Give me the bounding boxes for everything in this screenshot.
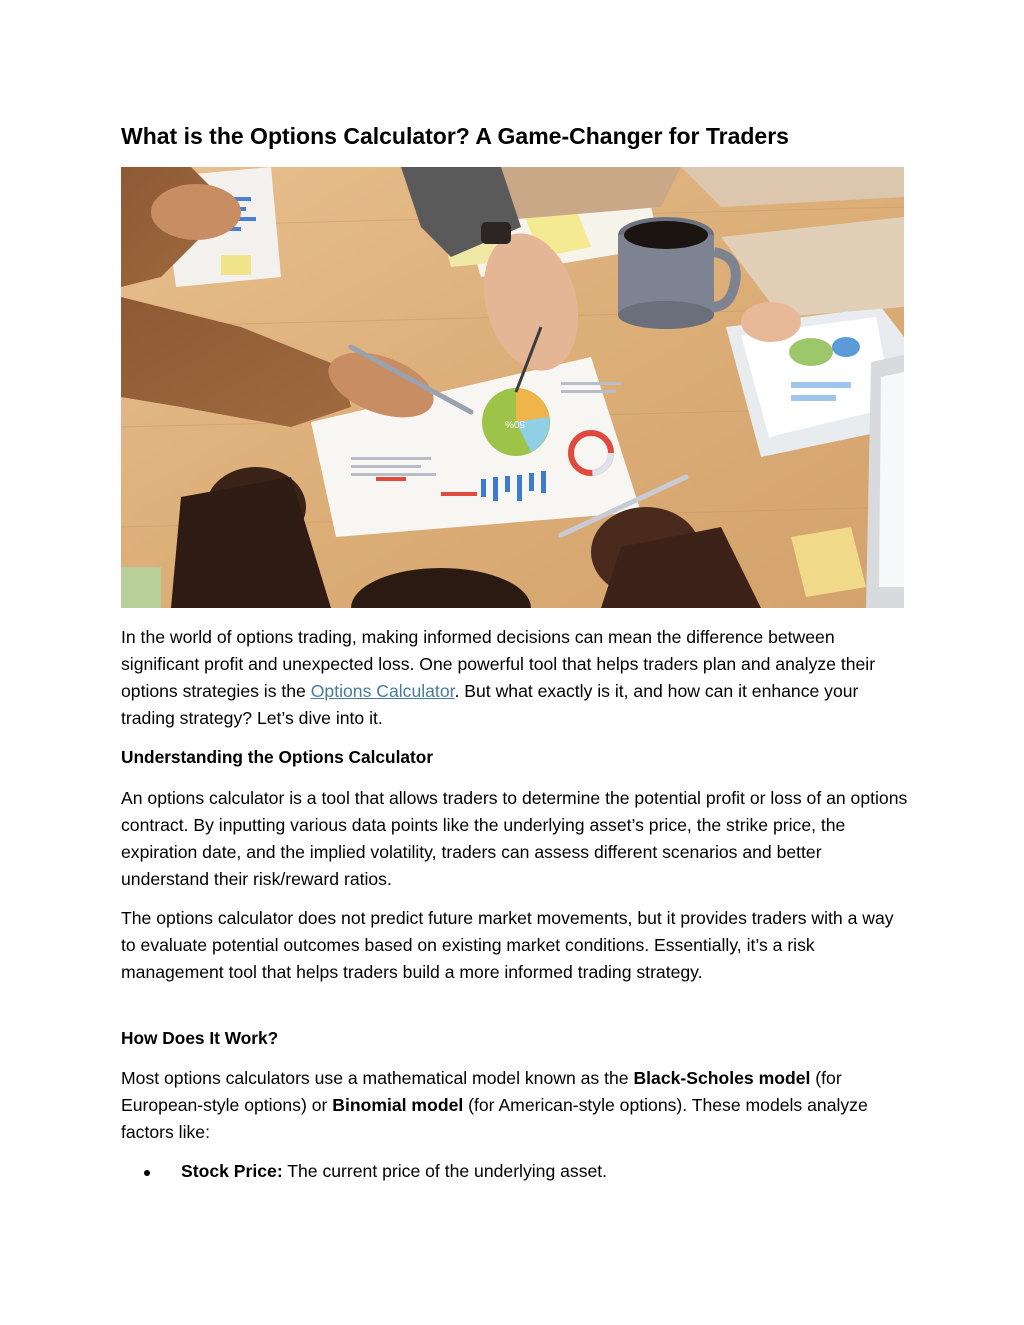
- black-scholes-term: Black-Scholes model: [633, 1068, 811, 1088]
- article-title: What is the Options Calculator? A Game-Changer for Traders: [121, 123, 789, 149]
- intro-text-end: . But what exactly is it, and how can it enhance your trading strategy? Let’s dive into it.: [121, 681, 859, 728]
- header-photo: [121, 167, 904, 608]
- section-heading-how-it-works: How Does It Work?: [121, 1028, 279, 1048]
- models-paragraph: [121, 1065, 911, 1146]
- models-text-1: Most options calculators use a mathematical model known as the: [121, 1068, 634, 1088]
- options-calculator-link[interactable]: Options Calculator: [310, 681, 455, 701]
- factors-list: [121, 1158, 911, 1185]
- intro-paragraph: [121, 624, 911, 732]
- models-text-3: (for American-style options). These models analyze factors like:: [121, 1095, 868, 1142]
- list-item-text: The current price of the underlying asset.: [282, 1161, 608, 1181]
- binomial-term: Binomial model: [332, 1095, 464, 1115]
- pie-chart-label: 50%: [504, 418, 525, 429]
- definition-paragraph: An options calculator is a tool that allows traders to determine the potential profit or loss of an options contract. By inputting various data points like the underlying asset’s price, the strike price, the expiration date, and the implied volatility, traders can assess different scenarios and better understand their risk/reward ratios.: [121, 788, 908, 889]
- list-item: [121, 1158, 911, 1185]
- models-text-2: (for European-style options) or: [121, 1068, 842, 1115]
- section-heading-understanding: Understanding the Options Calculator: [121, 747, 434, 767]
- purpose-paragraph: The options calculator does not predict future market movements, but it provides traders with a way to evaluate potential outcomes based on existing market conditions. Essentially, it’s a risk management tool that helps traders build a more informed trading strategy.: [121, 908, 894, 982]
- intro-text-start: In the world of options trading, making informed decisions can mean the difference between significant profit and unexpected loss. One powerful tool that helps traders plan and analyze their options strategies is the: [121, 627, 876, 701]
- list-item-label: Stock Price:: [181, 1161, 283, 1181]
- bullet-icon: [144, 1170, 150, 1176]
